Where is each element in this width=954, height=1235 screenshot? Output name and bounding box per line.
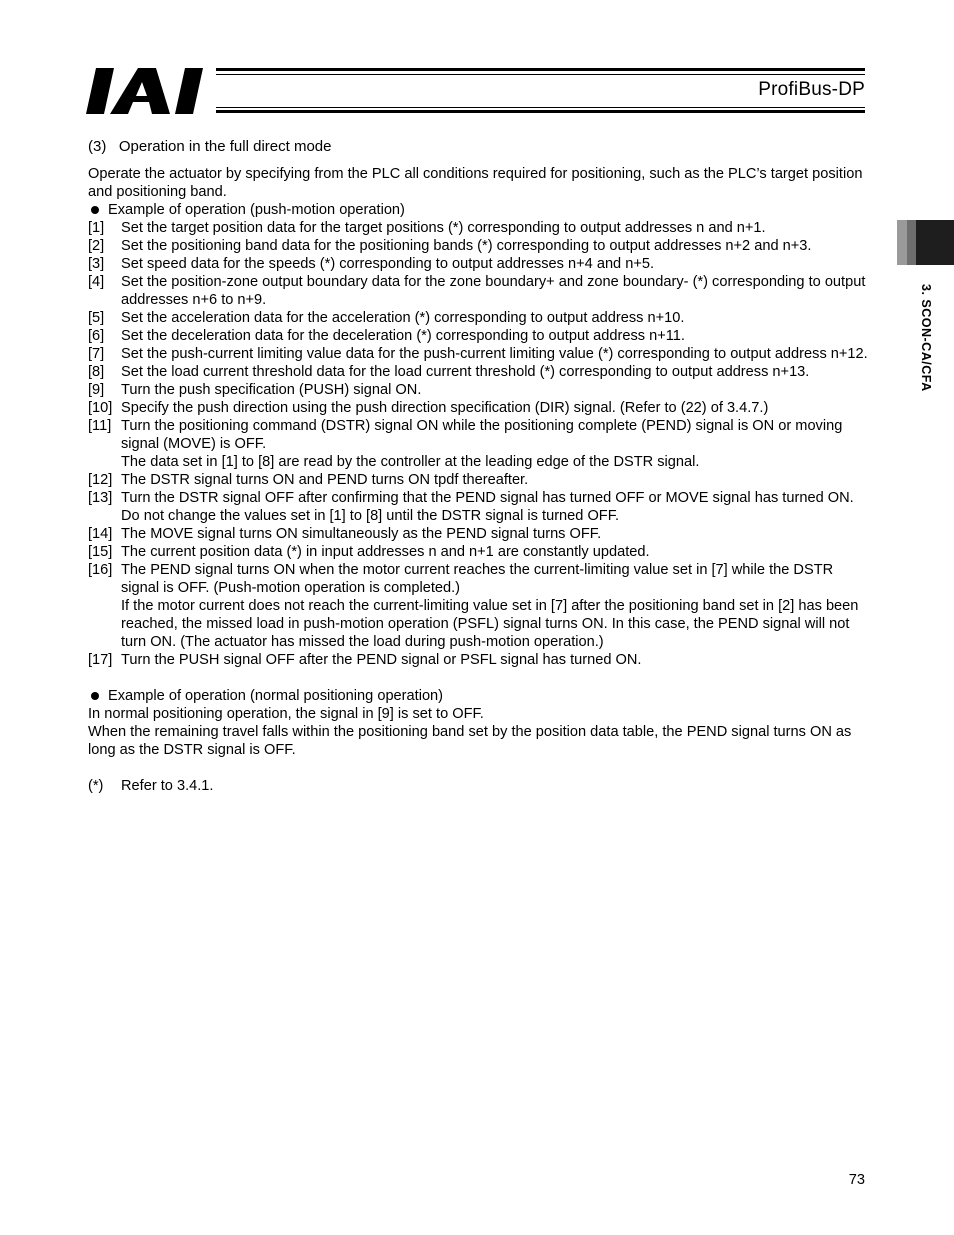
step-item bbox=[88, 651, 870, 669]
header-rule-thin bbox=[216, 74, 865, 75]
step-item bbox=[88, 525, 870, 543]
normal-paragraph-1: In normal positioning operation, the signal in [9] is set to OFF. bbox=[88, 706, 484, 722]
step-number: [7] bbox=[88, 346, 105, 362]
iai-logo bbox=[86, 66, 206, 116]
step-text: The MOVE signal turns ON simultaneously as the PEND signal turns OFF. bbox=[121, 526, 602, 542]
step-item bbox=[88, 363, 870, 381]
section-heading bbox=[88, 138, 870, 156]
chapter-tab bbox=[897, 220, 954, 265]
step-number: [10] bbox=[88, 400, 113, 416]
step-number: [9] bbox=[88, 382, 105, 398]
step-item bbox=[88, 489, 870, 525]
step-item bbox=[88, 561, 870, 651]
bullet-push-motion-text: Example of operation (push-motion operation) bbox=[108, 202, 405, 218]
step-number: [12] bbox=[88, 472, 113, 488]
step-list bbox=[88, 219, 870, 669]
step-item bbox=[88, 381, 870, 399]
chapter-tab-light-band bbox=[897, 220, 907, 265]
step-item bbox=[88, 399, 870, 417]
step-text: If the motor current does not reach the current-limiting value set in [7] after the positioning band set in [2] has been reached, the missed load in push-motion operation (PSFL) signal turns ON. In this case, the PEND signal will not turn ON. (The actuator has missed the load during push-motion operation.) bbox=[121, 598, 859, 650]
header-rule-bottom-thin bbox=[216, 107, 865, 108]
step-item bbox=[88, 543, 870, 561]
step-text: Set the load current threshold data for the load current threshold (*) corresponding to output address n+13. bbox=[121, 364, 810, 380]
step-number: [11] bbox=[88, 418, 112, 434]
intro-paragraph: Operate the actuator by specifying from the PLC all conditions required for positioning, such as the PLC’s target position and positioning band. bbox=[88, 166, 863, 200]
bullet-dot-icon bbox=[91, 692, 99, 700]
footnote-text: Refer to 3.4.1. bbox=[121, 778, 214, 794]
document-title: ProfiBus-DP bbox=[758, 79, 865, 100]
header-rule-bottom-thick bbox=[216, 110, 865, 113]
step-text: Set the deceleration data for the deceleration (*) corresponding to output address n+11. bbox=[121, 328, 685, 344]
step-item bbox=[88, 273, 870, 309]
step-number: [5] bbox=[88, 310, 105, 326]
step-text: Set the position-zone output boundary data for the zone boundary+ and zone boundary- (*) corresponding to output addresses n+6 to n+9. bbox=[121, 274, 866, 308]
chapter-tab-label: 3. SCON-CA/CFA bbox=[919, 284, 933, 392]
bullet-dot-icon bbox=[91, 206, 99, 214]
step-text: Set the positioning band data for the positioning bands (*) corresponding to output addresses n+2 and n+3. bbox=[121, 238, 812, 254]
step-text: Turn the push specification (PUSH) signal ON. bbox=[121, 382, 422, 398]
section-heading-number: (3) bbox=[88, 138, 107, 155]
step-text: Set speed data for the speeds (*) corresponding to output addresses n+4 and n+5. bbox=[121, 256, 655, 272]
step-text: Set the acceleration data for the acceleration (*) corresponding to output address n+10. bbox=[121, 310, 685, 326]
step-item bbox=[88, 309, 870, 327]
step-number: [13] bbox=[88, 490, 113, 506]
step-item bbox=[88, 417, 870, 471]
step-item bbox=[88, 219, 870, 237]
step-number: [16] bbox=[88, 562, 113, 578]
step-item bbox=[88, 327, 870, 345]
step-number: [6] bbox=[88, 328, 105, 344]
section-heading-text: Operation in the full direct mode bbox=[118, 138, 332, 155]
step-item bbox=[88, 255, 870, 273]
step-number: [15] bbox=[88, 544, 113, 560]
step-text: The current position data (*) in input addresses n and n+1 are constantly updated. bbox=[121, 544, 650, 560]
footnote bbox=[88, 777, 870, 795]
step-text: The PEND signal turns ON when the motor current reaches the current-limiting value set in [7] while the DSTR signal is OFF. (Push-motion operation is completed.) bbox=[121, 562, 834, 596]
header-rule-thick bbox=[216, 68, 865, 71]
chapter-tab-mid-band bbox=[907, 220, 916, 265]
step-number: [1] bbox=[88, 220, 105, 236]
step-item bbox=[88, 237, 870, 255]
spacer bbox=[88, 759, 870, 777]
page-number: 73 bbox=[848, 1172, 865, 1188]
spacer bbox=[88, 669, 870, 687]
step-item bbox=[88, 471, 870, 489]
step-text: Set the push-current limiting value data for the push-current limiting value (*) corresponding to output address n+12. bbox=[121, 346, 868, 362]
step-number: [3] bbox=[88, 256, 105, 272]
step-text: The data set in [1] to [8] are read by the controller at the leading edge of the DSTR signal. bbox=[121, 454, 700, 470]
step-text: Turn the PUSH signal OFF after the PEND signal or PSFL signal has turned ON. bbox=[121, 652, 642, 668]
page-content bbox=[88, 138, 870, 795]
step-text: Specify the push direction using the push direction specification (DIR) signal. (Refer to (22) of 3.4.7.) bbox=[121, 400, 769, 416]
step-number: [2] bbox=[88, 238, 105, 254]
step-number: [8] bbox=[88, 364, 105, 380]
footnote-mark: (*) bbox=[88, 778, 104, 794]
step-text: Turn the positioning command (DSTR) signal ON while the positioning complete (PEND) signal is ON or moving signal (MOVE) is OFF. bbox=[121, 418, 843, 452]
bullet-push-motion bbox=[88, 201, 870, 219]
step-number: [14] bbox=[88, 526, 113, 542]
step-text: Set the target position data for the target positions (*) corresponding to output addresses n and n+1. bbox=[121, 220, 766, 236]
normal-paragraph-2: When the remaining travel falls within the positioning band set by the position data table, the PEND signal turns ON as long as the DSTR signal is OFF. bbox=[88, 724, 852, 758]
step-number: [17] bbox=[88, 652, 113, 668]
step-item bbox=[88, 345, 870, 363]
chapter-tab-dark-band bbox=[916, 220, 954, 265]
bullet-normal-positioning bbox=[88, 687, 870, 705]
step-text: The DSTR signal turns ON and PEND turns ON tpdf thereafter. bbox=[121, 472, 529, 488]
bullet-normal-positioning-text: Example of operation (normal positioning operation) bbox=[108, 688, 444, 704]
step-number: [4] bbox=[88, 274, 105, 290]
step-text: Turn the DSTR signal OFF after confirming that the PEND signal has turned OFF or MOVE signal has turned ON. Do not change the values set in [1] to [8] until the DSTR signal is turned OFF. bbox=[121, 490, 854, 524]
